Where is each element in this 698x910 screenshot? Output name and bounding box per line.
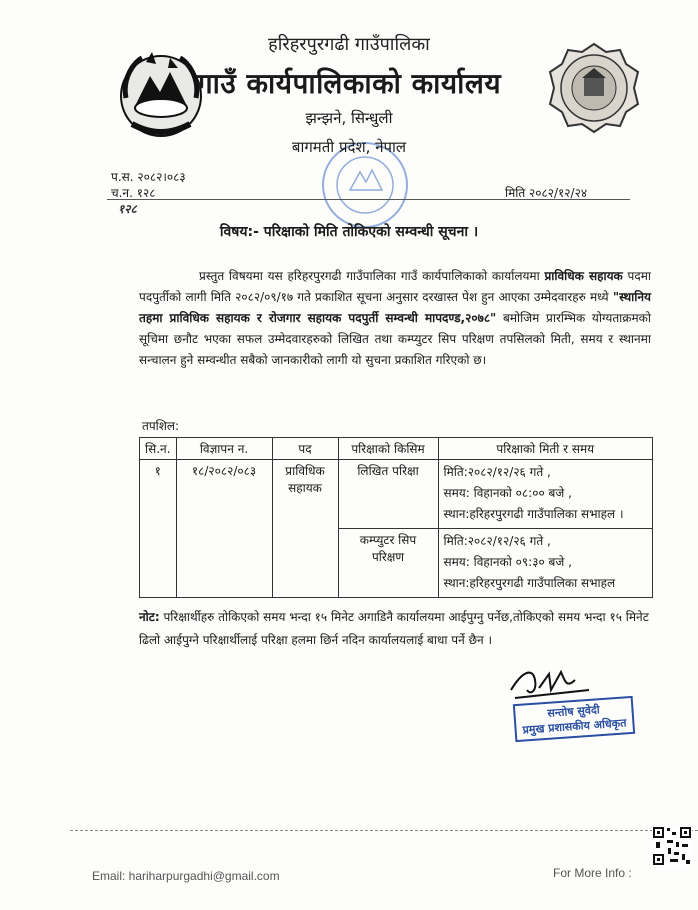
signatory-stamp bbox=[513, 696, 635, 742]
note-label: नोट: bbox=[139, 610, 160, 624]
exam1-venue: स्थान:हरिहरपुरगढी गाउँपालिका सभाहल । bbox=[443, 507, 624, 521]
col-header-exam-type: परिक्षाको किसिम bbox=[338, 438, 438, 460]
cell-sn: १ bbox=[140, 460, 177, 598]
signatory-name: सन्तोष सुवेदी bbox=[546, 703, 601, 720]
footer-email: Email: hariharpurgadhi@gmail.com bbox=[92, 869, 280, 883]
exam2-time: समय: विहानको ०९:३० बजे , bbox=[443, 555, 572, 569]
col-header-adv-no: विज्ञापन न. bbox=[176, 438, 272, 460]
letter-date: मिति २०८२/१२/२४ bbox=[505, 186, 588, 200]
body-criteria: "स्थानिय तहमा प्राविधिक सहायक र रोजगार सहायक पदपुर्ती सम्वन्धी मापदण्ड,२०७८" bbox=[139, 290, 651, 325]
notice-body bbox=[139, 266, 651, 371]
footer-more-info: For More Info : bbox=[553, 866, 632, 880]
office-province: बागमती प्रदेश, नेपाल bbox=[291, 138, 407, 156]
details-label: तपशिल: bbox=[142, 419, 180, 433]
exam-schedule-table bbox=[139, 437, 653, 598]
exam1-time: समय: विहानको ०८:०० बजे , bbox=[443, 486, 572, 500]
cell-exam1-datetime bbox=[438, 460, 652, 529]
exam2-date: मिति:२०८२/१२/२६ गते , bbox=[443, 534, 551, 548]
col-header-exam-datetime: परिक्षाको मिती र समय bbox=[438, 438, 652, 460]
cell-exam2-datetime bbox=[438, 529, 652, 598]
qr-code-icon bbox=[652, 826, 692, 866]
cell-exam2-type: कम्प्युटर सिप परिक्षण bbox=[338, 529, 438, 598]
body-post-name: प्राविधिक सहायक bbox=[544, 269, 623, 283]
table-row bbox=[140, 460, 653, 529]
handwritten-cn-number: १२८ bbox=[118, 202, 137, 216]
col-header-sn: सि.न. bbox=[140, 438, 177, 460]
table-header-row bbox=[140, 438, 653, 460]
footer-divider bbox=[70, 830, 698, 831]
body-part-2: पदमा पदपुर्तीको लागी मिति २०८२/०९/१७ गते प्रकाशित सूचना अनुसार दरखास्त पेश हुन आएका उम्मेदवारहरु मध्ये bbox=[139, 269, 652, 304]
office-location: झन्झने, सिन्धुली bbox=[305, 109, 393, 127]
municipality-name: हरिहरपुरगढी गाउँपालिका bbox=[268, 34, 430, 55]
cell-adv-no: १८/२०८२/०८३ bbox=[176, 460, 272, 598]
notice-note bbox=[139, 606, 653, 652]
note-text: परिक्षार्थीहरु तोकिएको समय भन्दा १५ मिनेट अगाडिनै कार्यालयमा आईपुग्नु पर्नेछ,तोकिएको समय भन्दा १५ मिनेट ढिलो आईपुग्ने परिक्षार्थीलाई परिक्षा हलमा छिर्न नदिन कार्यालयलाई बाधा पर्ने छैन । bbox=[139, 610, 649, 647]
col-header-post: पद bbox=[272, 438, 338, 460]
office-title: गाउँ कार्यपालिकाको कार्यालय bbox=[196, 67, 502, 100]
exam2-venue: स्थान:हरिहरपुरगढी गाउँपालिका सभाहल bbox=[443, 576, 616, 590]
body-part-1: प्रस्तुत विषयमा यस हरिहरपुरगढी गाउँपालिका गाउँ कार्यपालिकाको कार्यालयमा bbox=[199, 269, 545, 283]
cell-exam1-type: लिखित परिक्षा bbox=[338, 460, 438, 529]
notice-subject: विषय:- परिक्षाको मिति तोकिएको सम्वन्धी सूचना । bbox=[219, 224, 479, 240]
letter-ps-number: प.स. २०८२।०८३ bbox=[111, 170, 186, 184]
cell-post: प्राविधिक सहायक bbox=[272, 460, 338, 598]
letter-cn-number: च.न. १२८ bbox=[111, 186, 156, 200]
body-part-3: बमोजिम प्रारम्भिक योग्यताक्रमको सूचिमा छनौट भएका सफल उम्मेदवारहरुको लिखित तथा कम्प्युटर सिप परिक्षण तपसिलको मिती, समय र स्थानमा सन्चालन हुने सम्वन्धीत सबैको जानकारीको लागी यो सुचना प्रकाशित गरिएको छ। bbox=[139, 311, 651, 367]
header-divider bbox=[107, 199, 630, 200]
signatory-title: प्रमुख प्रशासकीय अधिकृत bbox=[522, 716, 627, 737]
exam1-date: मिति:२०८२/१२/२६ गते , bbox=[443, 465, 551, 479]
